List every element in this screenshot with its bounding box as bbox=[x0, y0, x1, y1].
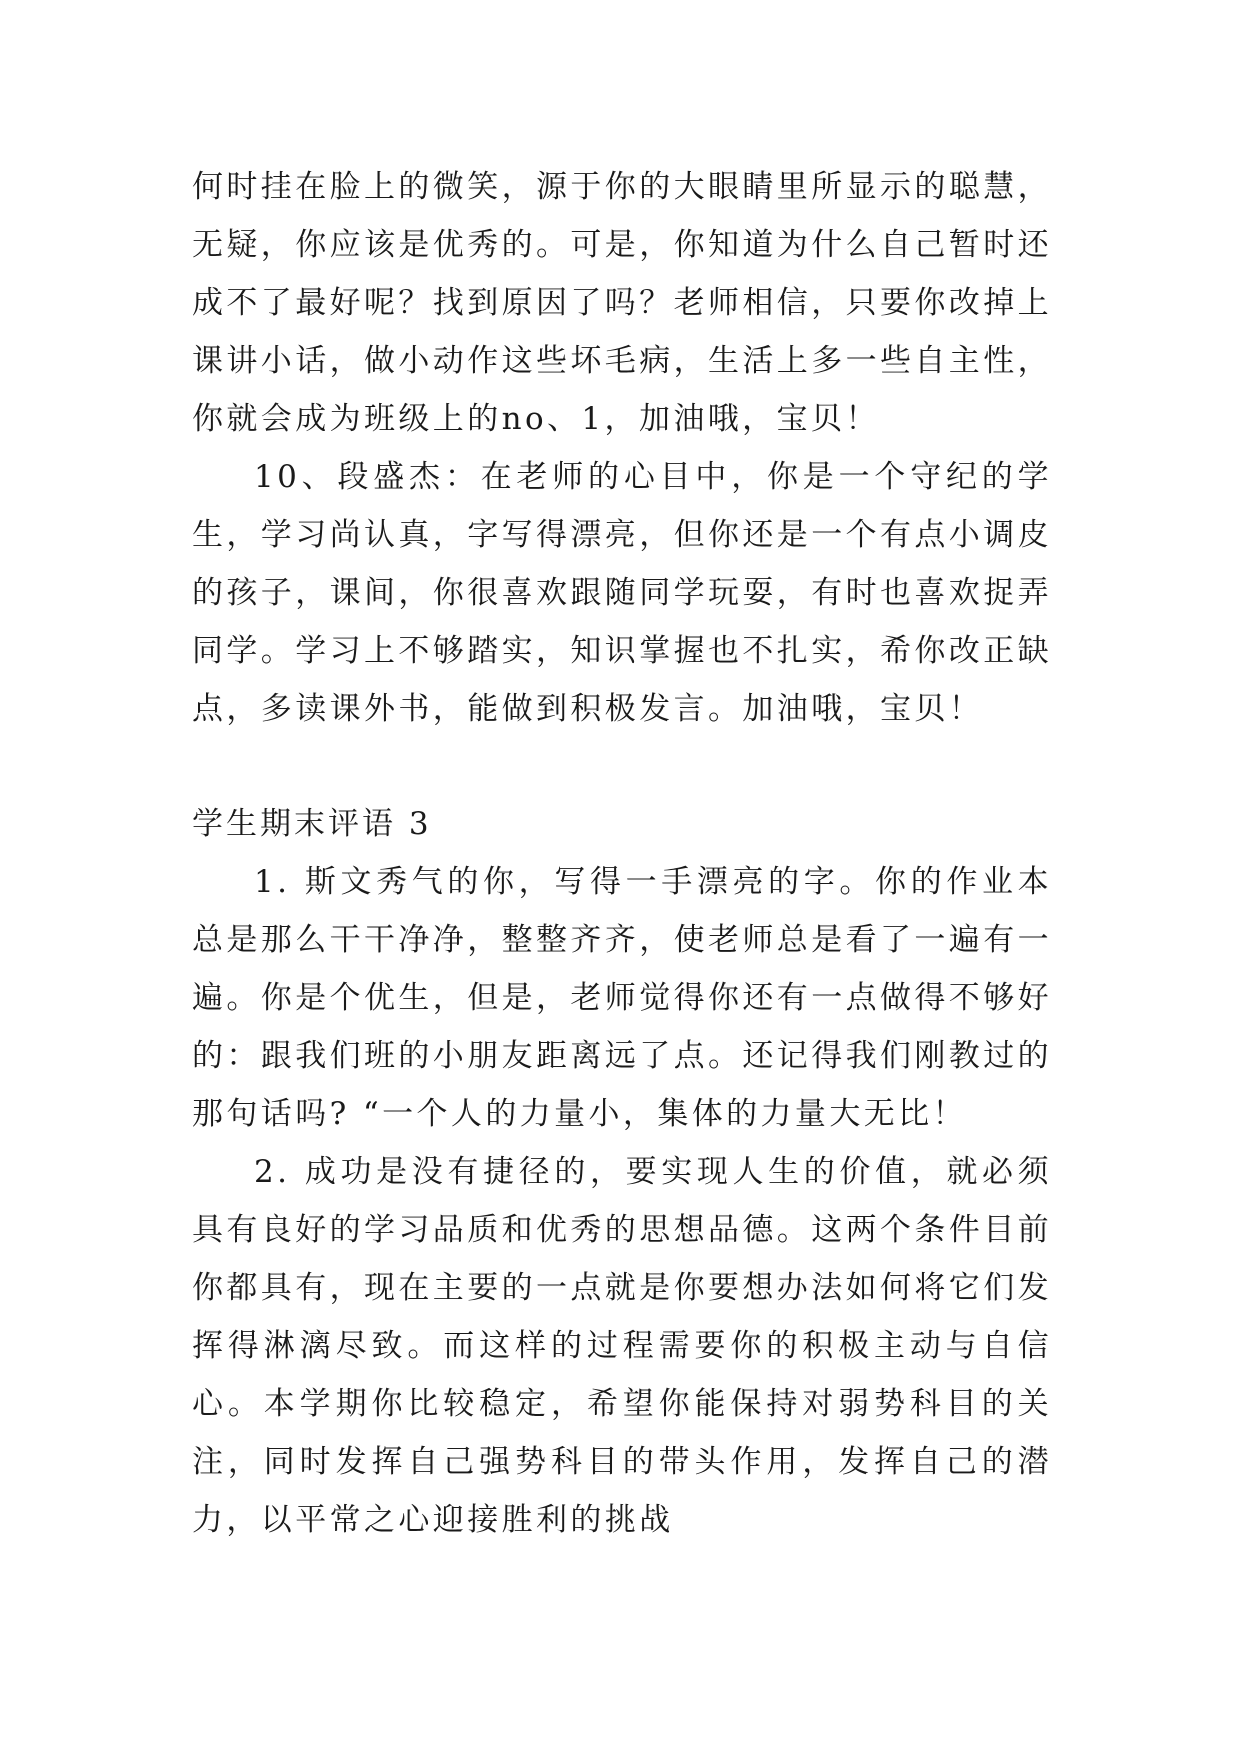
paragraph-2: 2. 成功是没有捷径的，要实现人生的价值，就必须具有良好的学习品质和优秀的思想品德。这两个条件目前你都具有，现在主要的一点就是你要想办法如何将它们发挥得淋漓尽致。而这样的过程需要你的积极主动与自信心。本学期你比较稳定，希望你能保持对弱势科目的关注，同时发挥自己强势科目的带头作用，发挥自己的潜力，以平常之心迎接胜利的挑战 bbox=[192, 1154, 1052, 1538]
paragraph-continuation: 何时挂在脸上的微笑，源于你的大眼睛里所显示的聪慧，无疑，你应该是优秀的。可是，你知道为什么自己暂时还成不了最好呢？找到原因了吗？老师相信，只要你改掉上课讲小话，做小动作这些坏毛病，生活上多一些自主性，你就会成为班级上的no、1，加油哦，宝贝！ bbox=[192, 169, 1052, 437]
paragraph-item-10: 10、段盛杰：在老师的心目中，你是一个守纪的学生，学习尚认真，字写得漂亮，但你还是一个有点小调皮的孩子，课间，你很喜欢跟随同学玩耍，有时也喜欢捉弄同学。学习上不够踏实，知识掌握也不扎实，希你改正缺点，多读课外书，能做到积极发言。加油哦，宝贝！ bbox=[192, 459, 1052, 727]
paragraph-1: 1. 斯文秀气的你，写得一手漂亮的字。你的作业本总是那么干干净净，整整齐齐，使老师总是看了一遍有一遍。你是个优生，但是，老师觉得你还有一点做得不够好的：跟我们班的小朋友距离远了点。还记得我们刚教过的那句话吗? “一个人的力量小，集体的力量大无比！ bbox=[192, 864, 1052, 1132]
section-heading: 学生期末评语 3 bbox=[192, 806, 432, 842]
